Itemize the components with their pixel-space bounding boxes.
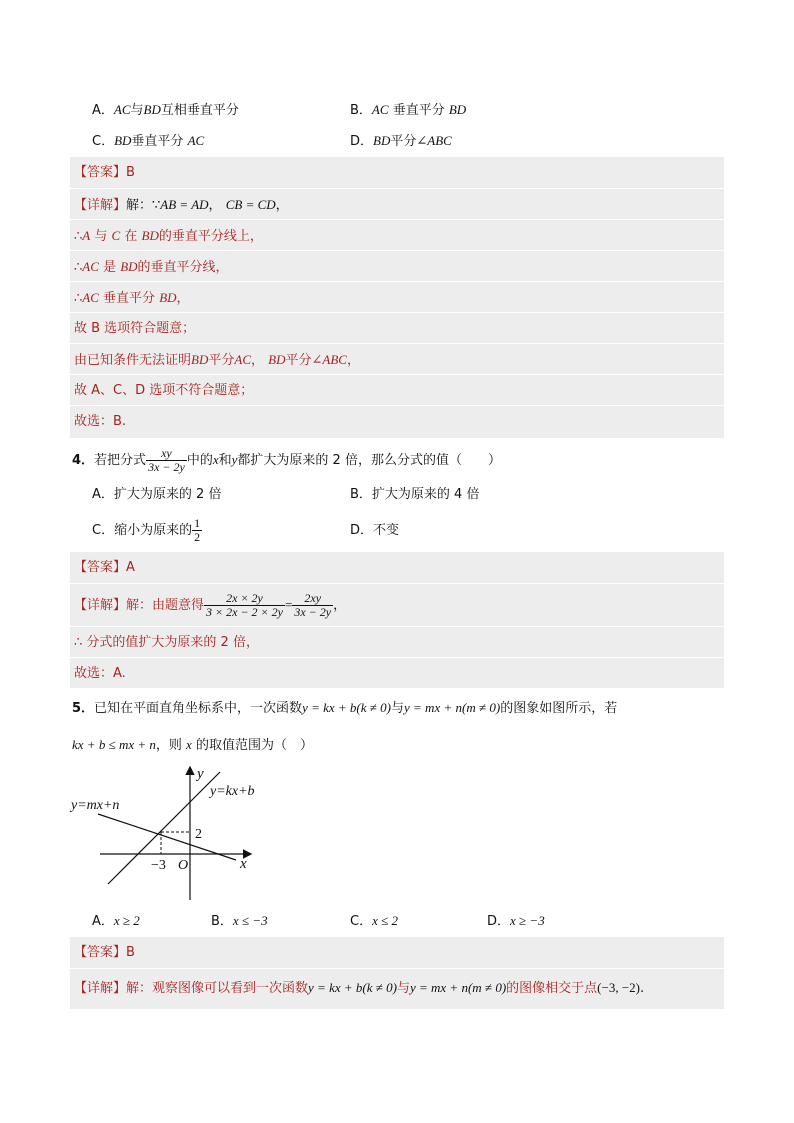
option-letter: A． bbox=[92, 914, 114, 929]
detail-text: 故 B 选项符合题意； bbox=[74, 321, 196, 336]
detail-text: 由已知条件无法证明 bbox=[74, 353, 192, 368]
detail-text: ∴ bbox=[74, 291, 83, 306]
math-text: (m ≠ 0) bbox=[462, 700, 501, 715]
q5-stem-line-2 bbox=[72, 736, 313, 755]
answer-tag: 【答案】 bbox=[74, 560, 127, 575]
stem-text: 和 bbox=[218, 453, 232, 468]
option-letter: A． bbox=[92, 487, 114, 502]
detail-text: ， bbox=[208, 198, 222, 213]
fraction-numerator: 1 bbox=[194, 516, 201, 530]
option-text: x ≥ 2 bbox=[113, 913, 140, 928]
stem-text: 若把分式 bbox=[94, 453, 147, 468]
q5-stem-line-1 bbox=[72, 699, 617, 718]
option-letter: A． bbox=[92, 103, 114, 118]
detail-text: ， bbox=[176, 291, 190, 306]
q3-option-a bbox=[92, 101, 239, 120]
fraction bbox=[146, 447, 187, 474]
option-text: 垂直平分 bbox=[131, 134, 184, 149]
detail-text: 故选：A. bbox=[74, 666, 126, 681]
detail-line-1 bbox=[70, 968, 724, 1010]
fraction-numerator: 2x × 2y bbox=[226, 591, 263, 605]
math-text: CB = CD bbox=[225, 197, 276, 212]
fraction-numerator: 2xy bbox=[304, 591, 322, 605]
label-line-kx-b: y=kx+b bbox=[210, 784, 255, 799]
q4-option-a bbox=[92, 486, 221, 504]
stem-text: 中的 bbox=[186, 453, 213, 468]
q3-option-b bbox=[350, 101, 466, 120]
stem-text: 已知在平面直角坐标系中，一次函数 bbox=[94, 701, 303, 716]
detail-text: 的垂直平分线上， bbox=[158, 229, 263, 244]
detail-text: . bbox=[640, 981, 645, 996]
label-neg-three: −3 bbox=[151, 858, 166, 873]
fraction-denominator: 2 bbox=[194, 530, 201, 544]
option-letter: C． bbox=[92, 523, 115, 538]
detail-text: 与 bbox=[94, 229, 108, 244]
detail-line-1 bbox=[70, 583, 724, 626]
option-text: x ≤ 2 bbox=[372, 913, 398, 928]
math-text: BD bbox=[114, 133, 132, 148]
option-text: 垂直平分 bbox=[392, 103, 445, 118]
option-letter: D． bbox=[487, 914, 511, 929]
math-text: AC bbox=[187, 133, 205, 148]
stem-text: 的取值范围为（ ） bbox=[195, 738, 313, 753]
q5-option-a bbox=[92, 912, 140, 931]
detail-text: 故 A、C、D 选项不符合题意； bbox=[74, 383, 254, 398]
detail-line-8 bbox=[70, 405, 724, 437]
option-letter: B． bbox=[350, 487, 372, 502]
math-text: BD bbox=[120, 259, 138, 274]
option-text: 扩大为原来的 4 倍 bbox=[371, 487, 480, 502]
detail-text: 平分 bbox=[208, 353, 235, 368]
fraction bbox=[192, 517, 202, 544]
detail-text: ， bbox=[275, 198, 289, 213]
fraction bbox=[292, 592, 333, 619]
math-text: AC bbox=[234, 352, 251, 367]
detail-text: 解：观察图像可以看到一次函数 bbox=[126, 981, 309, 996]
math-text: A bbox=[82, 228, 91, 243]
q3-option-c bbox=[92, 132, 204, 151]
q4-stem bbox=[72, 443, 501, 478]
q3-answer-block bbox=[70, 157, 724, 438]
detail-line-5 bbox=[70, 312, 724, 344]
fraction bbox=[204, 592, 285, 619]
option-letter: D． bbox=[350, 134, 374, 149]
detail-text: 平分 bbox=[285, 353, 312, 368]
answer-value: B bbox=[126, 945, 135, 960]
stem-text: ，则 bbox=[155, 738, 182, 753]
label-line-mx-n: y=mx+n bbox=[71, 798, 120, 813]
math-text: ∠ABC bbox=[416, 133, 452, 148]
detail-text: 故选：B. bbox=[74, 414, 127, 429]
math-text: (k ≠ 0) bbox=[362, 980, 397, 995]
detail-tag: 【详解】 bbox=[74, 981, 127, 996]
option-text: 不变 bbox=[373, 523, 400, 538]
math-text: (−3, −2) bbox=[597, 980, 640, 995]
math-text: x bbox=[186, 737, 192, 752]
detail-line-2 bbox=[70, 626, 724, 658]
detail-text: ∴ bbox=[74, 229, 83, 244]
answer-line bbox=[70, 552, 724, 583]
detail-line-6 bbox=[70, 343, 724, 375]
option-text: 与 bbox=[130, 103, 144, 118]
answer-line bbox=[70, 937, 724, 968]
math-text: BD bbox=[191, 352, 209, 367]
math-text: y = kx + b bbox=[308, 980, 363, 995]
label-x-axis: x bbox=[240, 856, 247, 872]
detail-tag: 【详解】 bbox=[74, 198, 127, 213]
detail-line-1 bbox=[70, 188, 724, 220]
math-text: BD bbox=[373, 133, 391, 148]
detail-text: 解：由题意得 bbox=[126, 598, 205, 613]
option-letter: B． bbox=[350, 103, 372, 118]
option-text: 平分 bbox=[390, 134, 417, 149]
fraction-denominator: 3 × 2x − 2 × 2y bbox=[206, 605, 283, 619]
q5-option-b bbox=[211, 912, 268, 931]
math-text: y = mx + n bbox=[409, 980, 468, 995]
math-text: y = mx + n bbox=[404, 700, 462, 715]
math-text: AB = AD bbox=[160, 197, 209, 212]
math-text: (m ≠ 0) bbox=[467, 980, 507, 995]
detail-line-3 bbox=[70, 250, 724, 282]
fraction-numerator: xy bbox=[161, 446, 172, 460]
answer-tag: 【答案】 bbox=[74, 945, 127, 960]
q5-option-c bbox=[350, 912, 398, 931]
math-text: AC bbox=[82, 290, 99, 305]
math-text: kx + b ≤ mx + n bbox=[72, 737, 156, 752]
q4-option-b bbox=[350, 486, 479, 504]
option-letter: C． bbox=[92, 134, 115, 149]
question-number: 4． bbox=[72, 453, 95, 468]
option-text: 扩大为原来的 2 倍 bbox=[113, 487, 222, 502]
detail-text: 解：∵ bbox=[126, 198, 161, 213]
q5-graph bbox=[68, 760, 268, 906]
option-letter: B． bbox=[211, 914, 233, 929]
label-y-axis: y bbox=[197, 766, 204, 782]
detail-text: ， bbox=[251, 353, 265, 368]
math-text: BD bbox=[141, 228, 159, 243]
equals-sign: = bbox=[284, 597, 293, 612]
detail-text: ∴ 分式的值扩大为原来的 2 倍， bbox=[74, 635, 259, 650]
math-text: ∠ABC bbox=[311, 352, 347, 367]
math-text: BD bbox=[159, 290, 177, 305]
option-text: 缩小为原来的 bbox=[114, 523, 193, 538]
line-mx-n bbox=[98, 814, 236, 860]
detail-line-3 bbox=[70, 657, 724, 689]
math-text: AC bbox=[82, 259, 99, 274]
detail-line-2 bbox=[70, 219, 724, 251]
option-letter: D． bbox=[350, 523, 374, 538]
q4-answer-block bbox=[70, 552, 724, 688]
math-text: BD bbox=[448, 102, 467, 117]
option-text: x ≤ −3 bbox=[232, 913, 268, 928]
label-two: 2 bbox=[195, 827, 202, 842]
detail-text: 垂直平分 bbox=[103, 291, 156, 306]
question-number: 5． bbox=[72, 701, 95, 716]
detail-line-4 bbox=[70, 281, 724, 313]
answer-value: B bbox=[126, 165, 135, 180]
detail-line-7 bbox=[70, 374, 724, 406]
math-text: BD bbox=[268, 352, 286, 367]
detail-text: 的垂直平分线， bbox=[137, 260, 229, 275]
fraction-denominator: 3x − 2y bbox=[148, 460, 185, 474]
detail-text: 是 bbox=[103, 260, 117, 275]
math-text: BD bbox=[143, 102, 161, 117]
detail-text: ∴ bbox=[74, 260, 83, 275]
q3-option-d bbox=[350, 132, 452, 151]
detail-text: 与 bbox=[396, 981, 410, 996]
detail-text: ， bbox=[346, 353, 360, 368]
q5-option-d bbox=[487, 912, 545, 931]
math-text: y bbox=[231, 452, 238, 467]
detail-tag: 【详解】 bbox=[74, 598, 127, 613]
detail-text: ， bbox=[333, 598, 347, 613]
math-text: C bbox=[111, 228, 121, 243]
q4-option-d bbox=[350, 522, 399, 540]
answer-tag: 【答案】 bbox=[74, 165, 127, 180]
stem-text: 的图象如图所示，若 bbox=[500, 701, 618, 716]
fraction-denominator: 3x − 2y bbox=[294, 605, 332, 619]
math-text: AC bbox=[371, 102, 389, 117]
answer-line bbox=[70, 157, 724, 188]
option-text: x ≥ −3 bbox=[510, 913, 545, 928]
stem-text: 与 bbox=[391, 701, 405, 716]
q4-option-c bbox=[92, 516, 202, 546]
math-text: x bbox=[212, 452, 219, 467]
math-text: AC bbox=[113, 102, 131, 117]
option-text: 互相垂直平分 bbox=[160, 103, 239, 118]
q5-answer-block bbox=[70, 937, 724, 1009]
detail-text: 的图像相交于点 bbox=[506, 981, 598, 996]
math-text: (k ≠ 0) bbox=[356, 700, 391, 715]
option-letter: C． bbox=[350, 914, 373, 929]
label-origin: O bbox=[178, 858, 189, 873]
stem-text: 都扩大为原来的 2 倍，那么分式的值（ ） bbox=[237, 453, 501, 468]
detail-text: 在 bbox=[124, 229, 138, 244]
answer-value: A bbox=[126, 560, 135, 575]
math-text: y = kx + b bbox=[302, 700, 357, 715]
